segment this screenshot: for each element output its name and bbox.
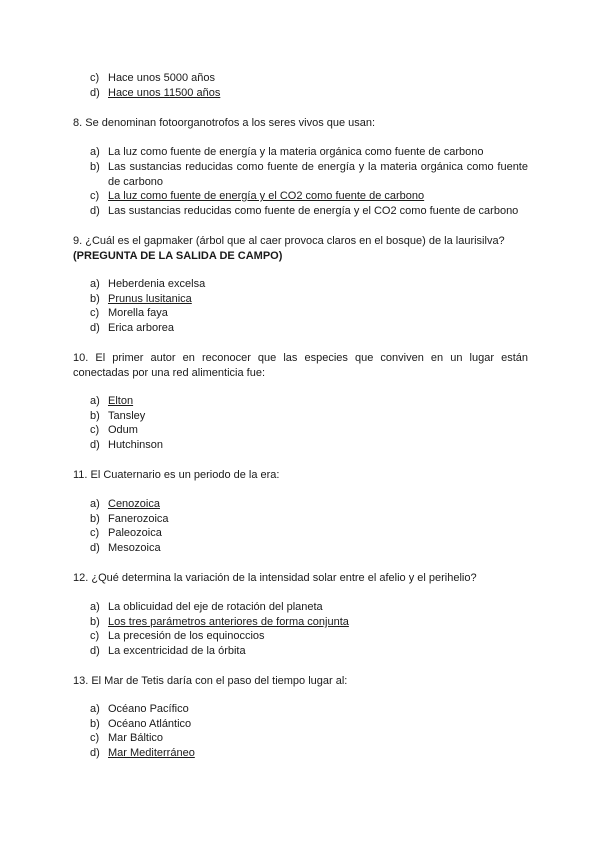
option-c: c) La precesión de los equinoccios xyxy=(90,630,265,642)
option-text: Hace unos 11500 años xyxy=(108,87,221,99)
option-b: b) Tansley xyxy=(90,410,146,422)
option-b: b) Fanerozoica xyxy=(90,513,169,525)
question-11: 11. El Cuaternario es un periodo de la era: xyxy=(73,469,280,481)
option-text: Paleozoica xyxy=(108,527,162,539)
option-text: Odum xyxy=(108,424,138,436)
option-text: La precesión de los equinoccios xyxy=(108,630,265,642)
option-c-correct: c) La luz como fuente de energía y el CO2 como fuente de carbono xyxy=(90,190,425,202)
option-text: Tansley xyxy=(108,410,146,422)
option-text: Hutchinson xyxy=(108,439,164,451)
option-b-correct: b) Los tres parámetros anteriores de forma conjunta xyxy=(90,616,349,628)
option-d: d) Hutchinson xyxy=(90,439,164,451)
option-a-correct: a) Cenozoica xyxy=(90,498,160,510)
option-c: c) Paleozoica xyxy=(90,527,162,539)
option-d: d) Las sustancias reducidas como fuente de energía y el CO2 como fuente de carbono xyxy=(90,205,519,217)
option-c: c) Odum xyxy=(90,424,138,436)
option-text: Cenozoica xyxy=(108,498,160,510)
option-d: d) Erica arborea xyxy=(90,322,175,334)
option-text: Las sustancias reducidas como fuente de energía y la materia orgánica como fuente de carbono xyxy=(108,161,528,188)
option-c: c) Hace unos 5000 años xyxy=(90,72,216,84)
option-text: Fanerozoica xyxy=(108,513,169,525)
option-text: Mesozoica xyxy=(108,542,161,554)
option-text: Océano Atlántico xyxy=(108,718,192,730)
option-text: Mar Mediterráneo xyxy=(108,747,195,759)
option-a: a) Océano Pacífico xyxy=(90,703,189,715)
option-text: Las sustancias reducidas como fuente de energía y el CO2 como fuente de carbono xyxy=(108,205,519,217)
option-c: c) Morella faya xyxy=(90,307,168,319)
option-text: Prunus lusitanica xyxy=(108,293,192,305)
question-13: 13. El Mar de Tetis daría con el paso del tiempo lugar al: xyxy=(73,675,348,687)
option-b: b) Océano Atlántico xyxy=(90,718,192,730)
option-c: c) Mar Báltico xyxy=(90,732,164,744)
option-a: a) La luz como fuente de energía y la materia orgánica como fuente de carbono xyxy=(90,146,484,158)
option-text: Erica arborea xyxy=(108,322,175,334)
option-b: b) Las sustancias reducidas como fuente de energía y la materia orgánica como fuente de carbono xyxy=(90,161,528,188)
option-text: Morella faya xyxy=(108,307,168,319)
question-10: 10. El primer autor en reconocer que las especies que conviven en un lugar están conectadas por una red alimenticia fue: xyxy=(73,352,528,379)
option-b-correct: b) Prunus lusitanica xyxy=(90,293,192,305)
question-8: 8. Se denominan fotoorganotrofos a los seres vivos que usan: xyxy=(73,117,376,129)
option-text: La luz como fuente de energía y el CO2 como fuente de carbono xyxy=(108,190,425,202)
option-d: d) Mesozoica xyxy=(90,542,161,554)
option-text: La excentricidad de la órbita xyxy=(108,645,246,657)
option-a: a) La oblicuidad del eje de rotación del planeta xyxy=(90,601,323,613)
option-d: d) La excentricidad de la órbita xyxy=(90,645,246,657)
question-9: 9. ¿Cuál es el gapmaker (árbol que al caer provoca claros en el bosque) de la laurisilva? (PREGUNTA DE LA SALIDA DE CAMPO) xyxy=(73,235,505,262)
option-text: Hace unos 5000 años xyxy=(108,72,216,84)
option-text: La oblicuidad del eje de rotación del planeta xyxy=(108,601,323,613)
option-text: Elton xyxy=(108,395,134,407)
option-a: a) Heberdenia excelsa xyxy=(90,278,206,290)
option-text: Océano Pacífico xyxy=(108,703,189,715)
option-text: La luz como fuente de energía y la materia orgánica como fuente de carbono xyxy=(108,146,484,158)
option-d-correct: d) Hace unos 11500 años xyxy=(90,87,221,99)
option-d-correct: d) Mar Mediterráneo xyxy=(90,747,195,759)
option-text: Los tres parámetros anteriores de forma conjunta xyxy=(108,616,349,628)
option-text: Heberdenia excelsa xyxy=(108,278,206,290)
question-12: 12. ¿Qué determina la variación de la intensidad solar entre el afelio y el perihelio? xyxy=(73,572,477,584)
option-text: Mar Báltico xyxy=(108,732,164,744)
field-trip-note: (PREGUNTA DE LA SALIDA DE CAMPO) xyxy=(73,250,283,262)
option-a-correct: a) Elton xyxy=(90,395,134,407)
